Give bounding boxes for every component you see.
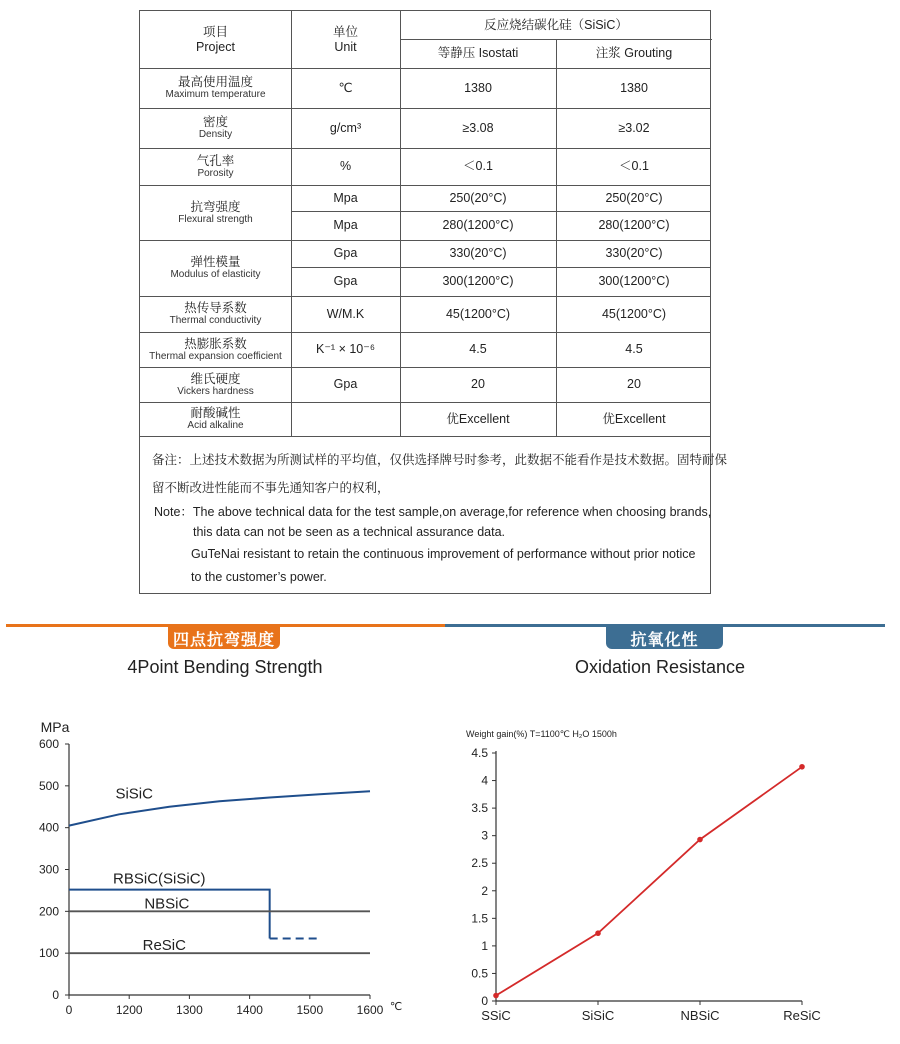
row-iso-value: 250(20°C) — [449, 190, 507, 205]
x-tick-label: 0 — [65, 1003, 73, 1017]
left-chart-title: 4Point Bending Strength — [127, 657, 323, 677]
row-unit: W/M.K — [326, 306, 365, 321]
note-en-line: to the customer’s power. — [191, 570, 327, 584]
y-tick-label: 400 — [38, 820, 59, 835]
x-tick-label: 1600 — [356, 1003, 384, 1017]
row-iso-value: ＜0.1 — [463, 159, 493, 174]
row-unit: K⁻¹ × 10⁻⁶ — [316, 342, 375, 357]
row-unit: g/cm³ — [329, 120, 362, 135]
row-label: 弹性模量 Modulus of elasticity — [170, 255, 261, 281]
row-iso-value: 45(1200°C) — [445, 306, 511, 321]
y-tick-label: 1 — [481, 938, 488, 953]
series-label-resic: ReSiC — [142, 937, 186, 955]
y-tick-label: 300 — [38, 862, 59, 877]
row-grout-value: 330(20°C) — [605, 246, 663, 261]
left-section-badge: 四点抗弯强度 — [168, 627, 280, 649]
note-en-line: GuTeNai resistant to retain the continuous improvement of performance without prior notice — [191, 547, 696, 561]
row-label: 耐酸碱性 Acid alkaline — [187, 406, 244, 432]
row-grout-value: 45(1200°C) — [601, 306, 667, 321]
row-grout-value: 20 — [627, 377, 641, 392]
y-axis-label: MPa — [40, 719, 70, 735]
header-grouting: 注浆 Grouting — [595, 46, 673, 61]
row-grout-value: 优Excellent — [602, 411, 666, 426]
y-tick-label: 2.5 — [471, 856, 488, 871]
header-project: 项目 Project — [196, 25, 235, 54]
row-grout-value: 280(1200°C) — [598, 218, 670, 233]
right-chart-title: Oxidation Resistance — [574, 657, 746, 677]
row-grout-value: ＜0.1 — [619, 159, 649, 174]
x-tick-label: 1200 — [115, 1003, 143, 1017]
y-axis-label: Weight gain(%) T=1100℃ H₂O 1500h — [466, 729, 617, 739]
row-label: 维氏硬度 Vickers hardness — [177, 371, 254, 397]
row-iso-value: 4.5 — [469, 342, 487, 357]
bending-strength-chart — [0, 700, 440, 1040]
oxidation-line — [496, 767, 802, 996]
row-label: 最高使用温度 Maximum temperature — [165, 75, 266, 101]
row-unit: % — [339, 159, 352, 174]
y-tick-label: 2 — [481, 883, 488, 898]
row-grout-value: 1380 — [620, 80, 648, 95]
y-tick-label: 0 — [52, 988, 59, 1002]
row-unit: Mpa — [333, 190, 358, 205]
x-tick-label: ReSiC — [783, 1008, 821, 1023]
series-label-nbsic: NBSiC — [144, 895, 190, 913]
y-tick-label: 0 — [481, 994, 488, 1008]
y-tick-label: 1.5 — [471, 911, 488, 926]
note-en-line: this data can not be seen as a technical assurance data. — [193, 525, 506, 539]
x-tick-label: 1300 — [176, 1003, 203, 1017]
y-tick-label: 100 — [38, 946, 59, 961]
row-iso-value: 280(1200°C) — [442, 218, 514, 233]
y-tick-label: 4 — [481, 773, 488, 788]
row-grout-value: 4.5 — [625, 342, 643, 357]
series-line-sisic — [69, 791, 370, 825]
row-label: 密度 Density — [198, 115, 233, 141]
data-point — [697, 837, 703, 843]
row-label: 热传导系数 Thermal conductivity — [169, 301, 262, 327]
row-grout-value: 300(1200°C) — [598, 274, 670, 289]
row-label: 抗弯强度 Flexural strength — [178, 199, 253, 225]
right-section-badge: 抗氧化性 — [606, 627, 723, 649]
row-grout-value: ≥3.02 — [618, 120, 650, 135]
note-cn-line: 留不断改进性能而不事先通知客户的权利， — [152, 481, 390, 495]
data-point — [595, 930, 601, 936]
row-unit: Mpa — [333, 218, 358, 233]
row-grout-value: 250(20°C) — [605, 190, 663, 205]
x-tick-label: NBSiC — [680, 1008, 720, 1023]
note-en-line: Note：The above technical data for the test sample,on average,for reference when choosing brands, — [154, 505, 712, 519]
header-unit: 单位 Unit — [332, 25, 358, 54]
row-iso-value: 优Excellent — [446, 411, 510, 426]
x-tick-label: 1500 — [296, 1003, 324, 1017]
y-tick-label: 600 — [38, 737, 59, 751]
y-tick-label: 4.5 — [471, 746, 488, 760]
row-iso-value: 1380 — [464, 80, 492, 95]
x-axis-unit: ℃ — [389, 1001, 403, 1013]
row-label: 气孔率 Porosity — [196, 153, 235, 179]
header-group: 反应烧结碳化硅（SiSiC） — [484, 17, 628, 32]
series-label-sisic: SiSiC — [115, 785, 153, 803]
x-tick-label: 1400 — [236, 1003, 263, 1017]
row-unit: Gpa — [333, 377, 358, 392]
oxidation-resistance-chart — [450, 720, 890, 1040]
y-tick-label: 200 — [38, 904, 59, 919]
data-point — [493, 993, 499, 999]
x-tick-label: SiSiC — [581, 1008, 615, 1023]
header-isostatic: 等静压 Isostati — [437, 46, 519, 61]
note-cn-line: 备注：上述技术数据为所测试样的平均值，仅供选择牌号时参考，此数据不能看作是技术数据。固特耐保 — [152, 453, 728, 467]
row-unit: ℃ — [338, 80, 353, 95]
row-unit — [291, 402, 400, 436]
y-tick-label: 500 — [38, 778, 59, 793]
y-tick-label: 3.5 — [471, 801, 488, 816]
row-label: 热膨胀系数 Thermal expansion coefficient — [149, 336, 282, 362]
y-tick-label: 0.5 — [471, 966, 488, 981]
row-iso-value: ≥3.08 — [462, 120, 494, 135]
data-point — [799, 764, 805, 770]
series-label-rbsic: RBSiC(SiSiC) — [113, 870, 206, 888]
row-iso-value: 330(20°C) — [449, 246, 507, 261]
row-iso-value: 20 — [471, 377, 485, 392]
y-tick-label: 3 — [481, 828, 488, 843]
row-unit: Gpa — [333, 274, 358, 289]
x-tick-label: SSiC — [481, 1008, 511, 1023]
row-unit: Gpa — [333, 246, 358, 261]
row-iso-value: 300(1200°C) — [442, 274, 514, 289]
